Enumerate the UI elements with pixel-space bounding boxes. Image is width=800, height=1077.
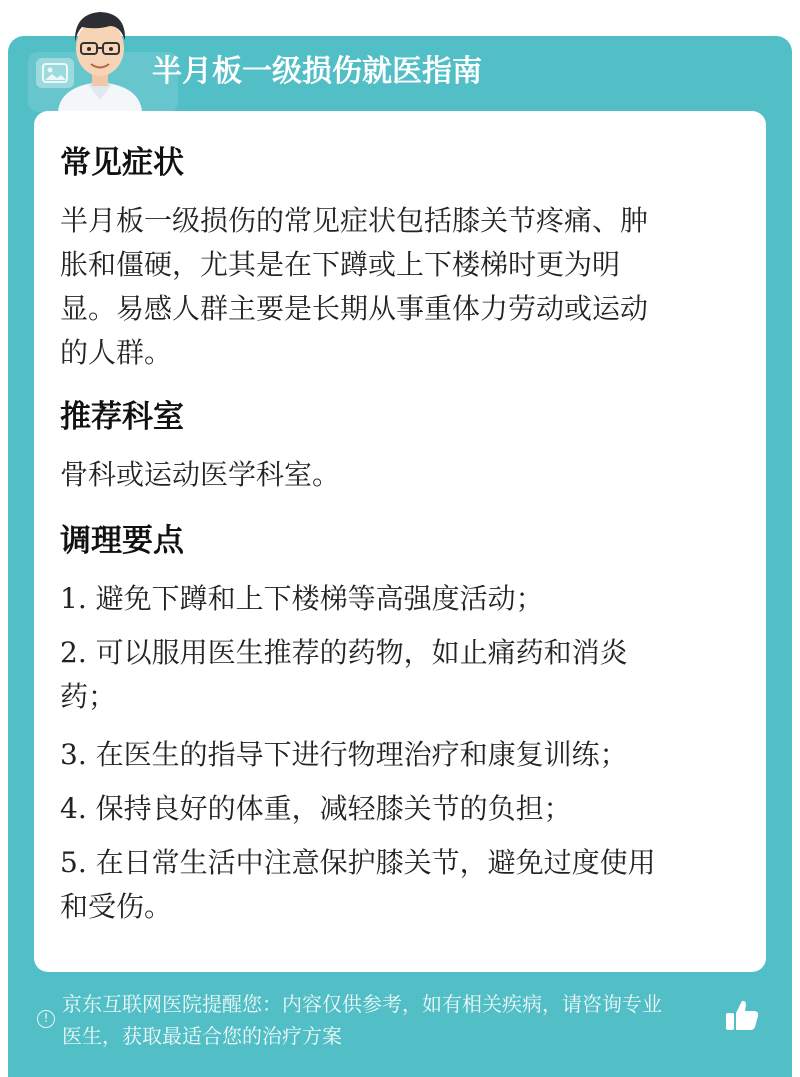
- care-item-text: 保持良好的体重，减轻膝关节的负担；: [95, 792, 572, 825]
- care-item-number: 1.: [60, 582, 87, 615]
- care-item: [60, 631, 732, 719]
- disclaimer-text: [62, 988, 730, 1052]
- care-title: 调理要点: [60, 523, 184, 559]
- page-title: 半月板一级损伤就医指南: [152, 54, 482, 89]
- care-item: [60, 787, 732, 831]
- info-icon: !: [37, 1010, 55, 1028]
- department-title: 推荐科室: [60, 399, 184, 435]
- care-item-text: 避免下蹲和上下楼梯等高强度活动；: [95, 582, 544, 615]
- symptoms-title: 常见症状: [60, 145, 184, 181]
- care-item: [60, 841, 732, 929]
- disclaimer-line: 医生，获取最适合您的治疗方案: [62, 1024, 342, 1048]
- care-item-number: 3.: [60, 738, 87, 771]
- care-item: [60, 577, 732, 621]
- care-item-number: 2.: [60, 636, 87, 669]
- symptoms-text: [60, 199, 732, 375]
- care-item: [60, 733, 732, 777]
- symptoms-line: 半月板一级损伤的常见症状包括膝关节疼痛、肿: [60, 204, 649, 237]
- department-text: 骨科或运动医学科室。: [60, 458, 341, 491]
- content-card: [34, 111, 766, 972]
- symptoms-line: 的人群。: [60, 336, 173, 369]
- thumbs-up-icon[interactable]: [723, 996, 761, 1034]
- disclaimer-line: 京东互联网医院提醒您：内容仅供参考，如有相关疾病，请咨询专业: [62, 992, 662, 1016]
- care-item-text: 在医生的指导下进行物理治疗和康复训练；: [95, 738, 628, 771]
- care-item-number: 4.: [60, 792, 87, 825]
- care-item-text: 和受伤。: [60, 890, 173, 923]
- care-item-text: 在日常生活中注意保护膝关节，避免过度使用: [95, 846, 656, 879]
- care-item-text: 药；: [60, 680, 117, 713]
- care-item-text: 可以服用医生推荐的药物，如止痛药和消炎: [95, 636, 628, 669]
- symptoms-line: 胀和僵硬，尤其是在下蹲或上下楼梯时更为明: [60, 248, 621, 281]
- symptoms-line: 显。易感人群主要是长期从事重体力劳动或运动: [60, 292, 649, 325]
- doctor-avatar: [44, 0, 156, 112]
- care-item-number: 5.: [60, 846, 87, 879]
